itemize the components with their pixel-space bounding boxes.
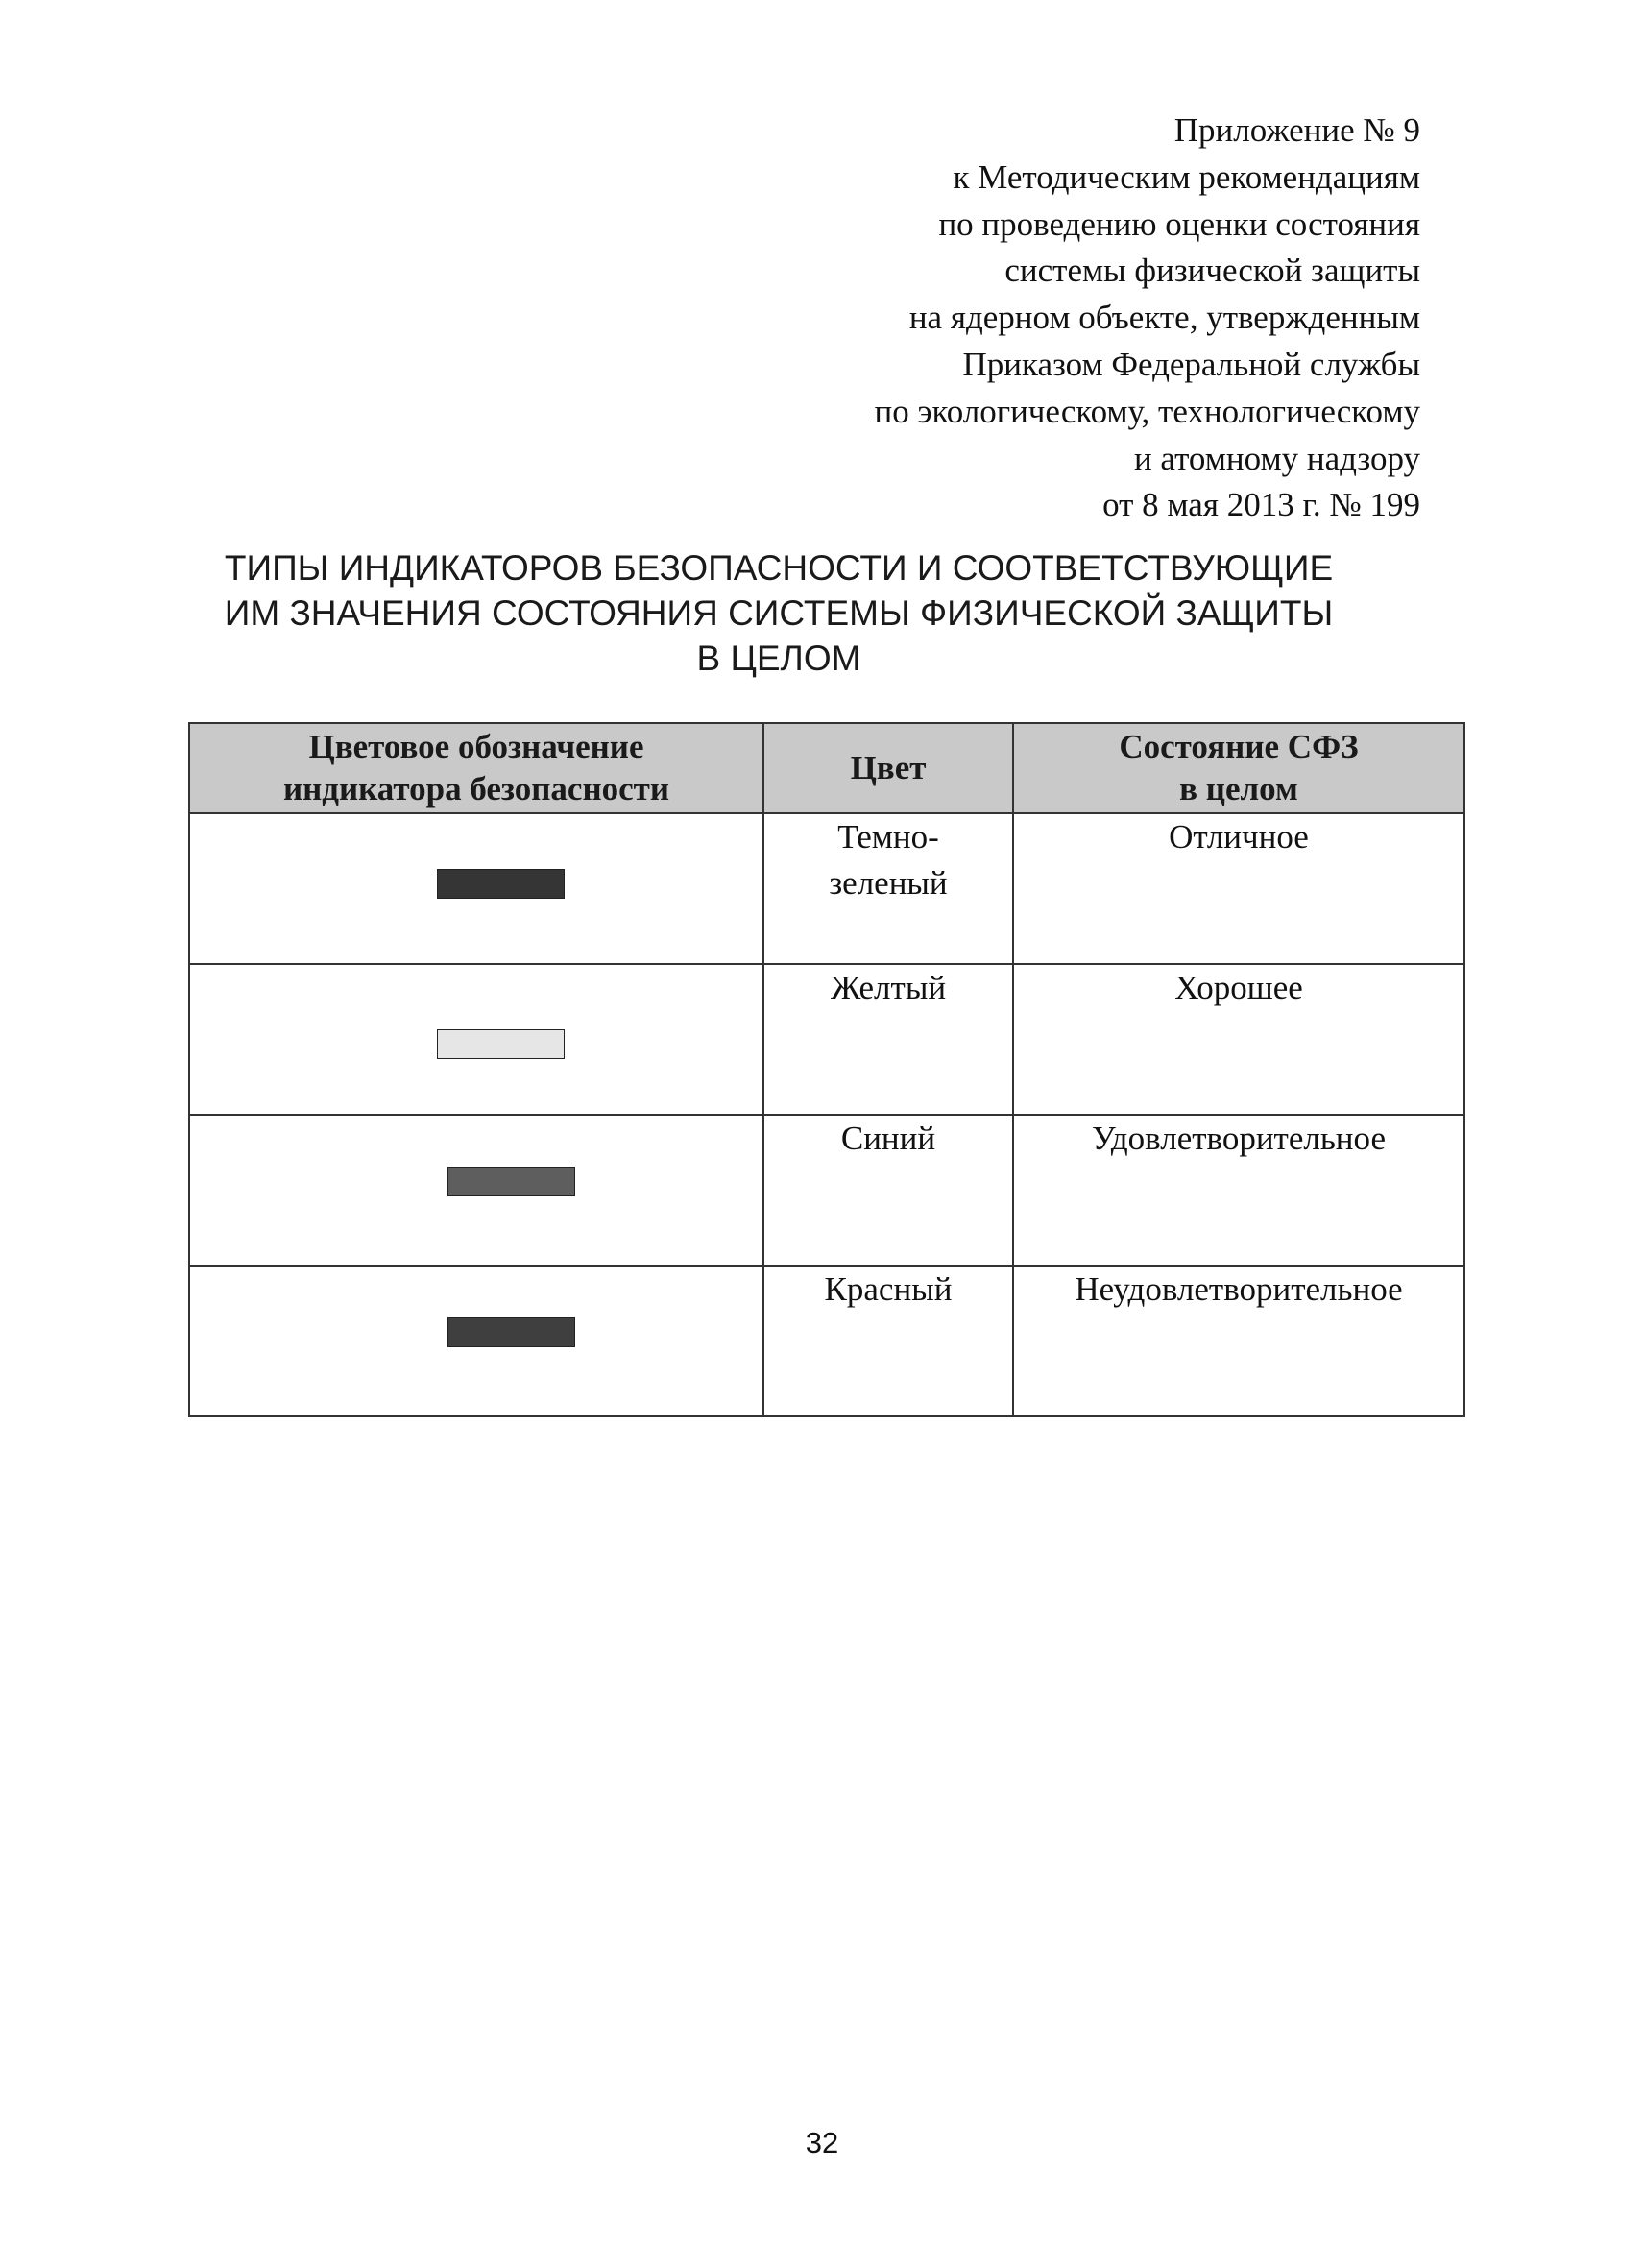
title-line: ИМ ЗНАЧЕНИЯ СОСТОЯНИЯ СИСТЕМЫ ФИЗИЧЕСКОЙ ЗАЩИТЫ: [224, 593, 1334, 633]
color-swatch: [447, 1317, 575, 1347]
color-swatch: [447, 1167, 575, 1196]
appendix-line: и атомному надзору: [1133, 439, 1420, 477]
indicator-table: [188, 722, 1465, 1417]
swatch-cell: [189, 1115, 763, 1266]
color-swatch: [437, 1029, 565, 1059]
table-row: [189, 964, 1464, 1115]
color-swatch: [437, 869, 565, 899]
swatch-cell: [189, 813, 763, 964]
table-row: [189, 1115, 1464, 1266]
appendix-line: Приложение № 9: [1173, 111, 1420, 149]
color-cell: Темно- зеленый: [763, 813, 1013, 964]
table-row: [189, 813, 1464, 964]
swatch-cell: [189, 964, 763, 1115]
title-line: В ЦЕЛОМ: [696, 639, 861, 678]
color-cell: Желтый: [763, 964, 1013, 1115]
table-row: [189, 1266, 1464, 1416]
appendix-line: к Методическим рекомендациям: [953, 157, 1420, 196]
color-cell: Красный: [763, 1266, 1013, 1416]
color-cell: Синий: [763, 1115, 1013, 1266]
state-cell: Неудовлетворительное: [1013, 1266, 1464, 1416]
appendix-reference: [874, 108, 1420, 529]
page-number: 32: [805, 2126, 839, 2159]
table-header-row: [189, 723, 1464, 813]
header-color-designation: Цветовое обозначение индикатора безопасности: [189, 723, 763, 813]
appendix-line: по экологическому, технологическому: [874, 392, 1420, 430]
document-title: [187, 545, 1370, 681]
title-line: ТИПЫ ИНДИКАТОРОВ БЕЗОПАСНОСТИ И СООТВЕТСТВУЮЩИЕ: [224, 548, 1334, 588]
state-cell: Удовлетворительное: [1013, 1115, 1464, 1266]
state-cell: Отличное: [1013, 813, 1464, 964]
state-cell: Хорошее: [1013, 964, 1464, 1115]
header-color: Цвет: [763, 723, 1013, 813]
appendix-line: на ядерном объекте, утвержденным: [908, 299, 1420, 337]
header-state: Состояние СФЗ в целом: [1013, 723, 1464, 813]
swatch-cell: [189, 1266, 763, 1416]
appendix-line: по проведению оценки состояния: [938, 205, 1420, 243]
appendix-line: Приказом Федеральной службы: [962, 345, 1420, 383]
appendix-line: системы физической защиты: [1004, 252, 1420, 290]
appendix-line: от 8 мая 2013 г. № 199: [1102, 486, 1420, 524]
